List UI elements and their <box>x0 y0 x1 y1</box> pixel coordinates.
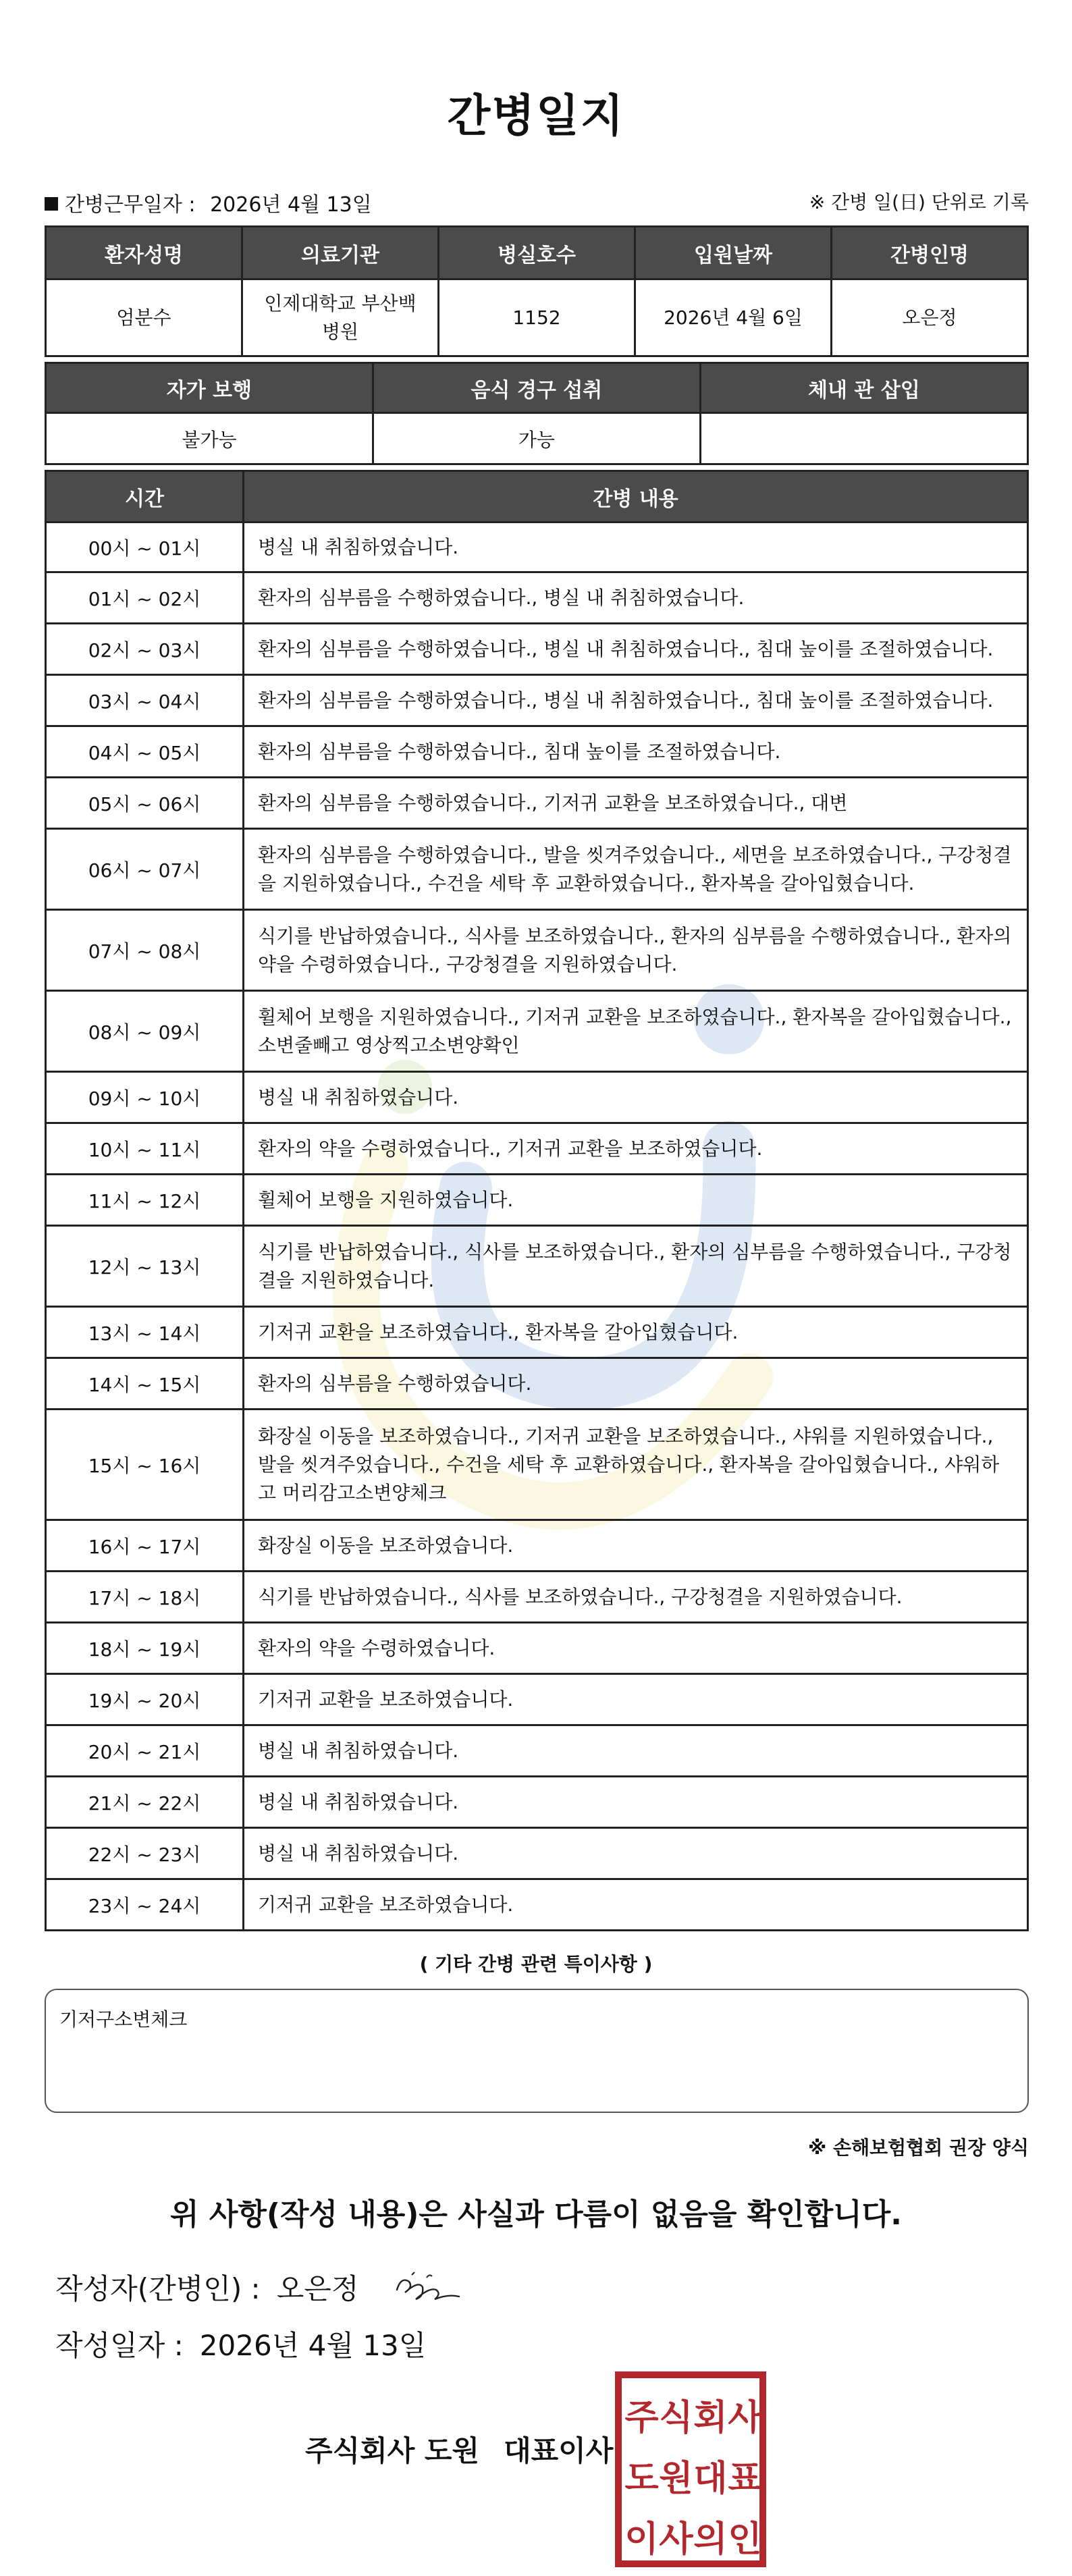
log-time: 11시 ~ 12시 <box>46 1175 244 1226</box>
log-row <box>46 1777 1028 1828</box>
log-content: 환자의 심부름을 수행하였습니다., 기저귀 교환을 보조하였습니다., 대변 <box>244 778 1028 829</box>
bullet-square-icon <box>45 197 58 211</box>
special-notes-content: 기저구소변체크 <box>59 2008 188 2031</box>
log-content: 식기를 반납하였습니다., 식사를 보조하였습니다., 환자의 심부름을 수행하였습니다., 구강청결을 지원하였습니다. <box>244 1226 1028 1307</box>
log-row <box>46 910 1028 991</box>
admission-date: 2026년 4월 6일 <box>635 279 832 356</box>
log-content: 병실 내 취침하였습니다. <box>244 1777 1028 1828</box>
log-row <box>46 778 1028 829</box>
seal-character: 인 <box>728 2519 762 2560</box>
company-name: 주식회사 도원 <box>305 2434 480 2467</box>
log-time: 00시 ~ 01시 <box>46 522 244 572</box>
work-date-label: 간병근무일자 : <box>65 193 196 217</box>
record-unit-note: ※ 간병 일(日) 단위로 기록 <box>809 191 1029 213</box>
log-row <box>46 1674 1028 1725</box>
log-time: 08시 ~ 09시 <box>46 991 244 1072</box>
company-line <box>305 2429 613 2469</box>
log-row <box>46 1226 1028 1307</box>
writer-line <box>55 2267 358 2307</box>
log-row <box>46 1623 1028 1674</box>
log-time: 16시 ~ 17시 <box>46 1520 244 1572</box>
patient-name: 엄분수 <box>46 279 242 356</box>
seal-character: 주 <box>624 2397 659 2438</box>
log-time: 20시 ~ 21시 <box>46 1725 244 1777</box>
signature-mark <box>392 2267 464 2307</box>
special-notes-title: ( 기타 간병 관련 특이사항 ) <box>419 1953 653 1975</box>
page-title: 간병일지 <box>447 90 625 142</box>
log-row <box>46 675 1028 726</box>
log-row <box>46 1879 1028 1931</box>
oral-intake-value: 가능 <box>373 413 700 464</box>
seal-character: 대 <box>693 2458 728 2499</box>
recommended-form-note: ※ 손해보험협회 권장 양식 <box>808 2137 1029 2159</box>
log-content: 병실 내 취침하였습니다. <box>244 522 1028 572</box>
log-row <box>46 1307 1028 1358</box>
log-time: 04시 ~ 05시 <box>46 726 244 778</box>
writer-name: 오은정 <box>276 2272 359 2305</box>
seal-character: 원 <box>659 2458 693 2499</box>
hospital-name: 인제대학교 부산백병원 <box>242 279 439 356</box>
seal-character: 표 <box>728 2458 762 2499</box>
log-time: 06시 ~ 07시 <box>46 829 244 910</box>
log-content: 식기를 반납하였습니다., 식사를 보조하였습니다., 환자의 심부름을 수행하였습니다., 환자의 약을 수령하였습니다., 구강청결을 지원하였습니다. <box>244 910 1028 991</box>
log-content: 병실 내 취침하였습니다. <box>244 1828 1028 1879</box>
log-content: 환자의 약을 수령하였습니다. <box>244 1623 1028 1674</box>
writer-label: 작성자(간병인) : <box>55 2272 261 2305</box>
seal-character: 도 <box>624 2458 659 2499</box>
log-time: 22시 ~ 23시 <box>46 1828 244 1879</box>
work-date-line <box>45 188 372 217</box>
log-time: 03시 ~ 04시 <box>46 675 244 726</box>
tube-insertion-value <box>700 413 1027 464</box>
header-hospital: 의료기관 <box>242 227 439 279</box>
header-caregiver-name: 간병인명 <box>832 227 1028 279</box>
log-content: 환자의 심부름을 수행하였습니다., 침대 높이를 조절하였습니다. <box>244 726 1028 778</box>
seal-character: 사 <box>728 2397 762 2438</box>
log-content: 휠체어 보행을 지원하였습니다. <box>244 1175 1028 1226</box>
log-row <box>46 1572 1028 1623</box>
log-time: 07시 ~ 08시 <box>46 910 244 991</box>
log-row <box>46 1410 1028 1520</box>
log-row <box>46 572 1028 624</box>
log-time: 01시 ~ 02시 <box>46 572 244 624</box>
log-content: 기저귀 교환을 보조하였습니다. <box>244 1674 1028 1725</box>
log-content: 화장실 이동을 보조하였습니다. <box>244 1520 1028 1572</box>
log-content: 병실 내 취침하였습니다. <box>244 1072 1028 1123</box>
log-row <box>46 1175 1028 1226</box>
log-content: 환자의 약을 수령하였습니다., 기저귀 교환을 보조하였습니다. <box>244 1123 1028 1175</box>
company-seal-stamp <box>614 2371 767 2568</box>
written-date-label: 작성일자 : <box>55 2329 184 2362</box>
log-row <box>46 624 1028 675</box>
seal-character: 의 <box>693 2519 728 2560</box>
log-time: 10시 ~ 11시 <box>46 1123 244 1175</box>
log-time: 05시 ~ 06시 <box>46 778 244 829</box>
header-self-walking: 자가 보행 <box>46 363 373 413</box>
log-row <box>46 522 1028 572</box>
log-time: 09시 ~ 10시 <box>46 1072 244 1123</box>
room-number: 1152 <box>439 279 635 356</box>
self-walking-value: 불가능 <box>46 413 373 464</box>
log-content: 환자의 심부름을 수행하였습니다. <box>244 1358 1028 1410</box>
log-content: 식기를 반납하였습니다., 식사를 보조하였습니다., 구강청결을 지원하였습니다. <box>244 1572 1028 1623</box>
log-row <box>46 1072 1028 1123</box>
log-row <box>46 1520 1028 1572</box>
log-row <box>46 1123 1028 1175</box>
written-date-line <box>55 2324 426 2364</box>
log-row <box>46 1725 1028 1777</box>
log-time: 21시 ~ 22시 <box>46 1777 244 1828</box>
log-time: 15시 ~ 16시 <box>46 1410 244 1520</box>
confirmation-statement: 위 사항(작성 내용)은 사실과 다름이 없음을 확인합니다. <box>170 2197 902 2232</box>
log-time: 14시 ~ 15시 <box>46 1358 244 1410</box>
seal-character: 사 <box>659 2519 693 2560</box>
written-date-value: 2026년 4월 13일 <box>199 2329 427 2362</box>
work-date-value: 2026년 4월 13일 <box>210 193 372 217</box>
log-time: 18시 ~ 19시 <box>46 1623 244 1674</box>
log-content: 화장실 이동을 보조하였습니다., 기저귀 교환을 보조하였습니다., 샤워를 지원하였습니다., 발을 씻겨주었습니다., 수건을 세탁 후 교환하였습니다., 환자복을 갈아입혔습니다., 샤워하고 머리감고소변양체크 <box>244 1410 1028 1520</box>
header-oral-intake: 음식 경구 섭취 <box>373 363 700 413</box>
caregiver-name: 오은정 <box>832 279 1028 356</box>
header-room-number: 병실호수 <box>439 227 635 279</box>
header-admission-date: 입원날짜 <box>635 227 832 279</box>
log-time: 13시 ~ 14시 <box>46 1307 244 1358</box>
log-content: 환자의 심부름을 수행하였습니다., 병실 내 취침하였습니다., 침대 높이를 조절하였습니다. <box>244 624 1028 675</box>
log-content: 휠체어 보행을 지원하였습니다., 기저귀 교환을 보조하였습니다., 환자복을 갈아입혔습니다., 소변줄빼고 영상찍고소변양확인 <box>244 991 1028 1072</box>
log-time: 02시 ~ 03시 <box>46 624 244 675</box>
log-content: 환자의 심부름을 수행하였습니다., 발을 씻겨주었습니다., 세면을 보조하였습니다., 구강청결을 지원하였습니다., 수건을 세탁 후 교환하였습니다., 환자복을 갈아입혔습니다. <box>244 829 1028 910</box>
log-row <box>46 726 1028 778</box>
care-log-table <box>45 470 1029 1931</box>
special-notes-box <box>45 1989 1029 2113</box>
log-row <box>46 1358 1028 1410</box>
log-time: 17시 ~ 18시 <box>46 1572 244 1623</box>
header-tube-insertion: 체내 관 삽입 <box>700 363 1027 413</box>
log-content: 환자의 심부름을 수행하였습니다., 병실 내 취침하였습니다., 침대 높이를 조절하였습니다. <box>244 675 1028 726</box>
log-content: 기저귀 교환을 보조하였습니다., 환자복을 갈아입혔습니다. <box>244 1307 1028 1358</box>
header-time: 시간 <box>46 471 244 522</box>
log-row <box>46 991 1028 1072</box>
seal-character: 이 <box>624 2519 659 2560</box>
log-content: 환자의 심부름을 수행하였습니다., 병실 내 취침하였습니다. <box>244 572 1028 624</box>
patient-info-table <box>45 225 1029 357</box>
log-row <box>46 1828 1028 1879</box>
log-content: 기저귀 교환을 보조하였습니다. <box>244 1879 1028 1931</box>
company-ceo-title: 대표이사 <box>504 2434 614 2467</box>
log-content: 병실 내 취침하였습니다. <box>244 1725 1028 1777</box>
log-time: 12시 ~ 13시 <box>46 1226 244 1307</box>
seal-character: 식 <box>659 2397 693 2438</box>
log-time: 19시 ~ 20시 <box>46 1674 244 1725</box>
log-time: 23시 ~ 24시 <box>46 1879 244 1931</box>
seal-character: 회 <box>693 2397 728 2438</box>
log-row <box>46 829 1028 910</box>
patient-status-table <box>45 362 1029 465</box>
header-patient-name: 환자성명 <box>46 227 242 279</box>
header-care-content: 간병 내용 <box>244 471 1028 522</box>
